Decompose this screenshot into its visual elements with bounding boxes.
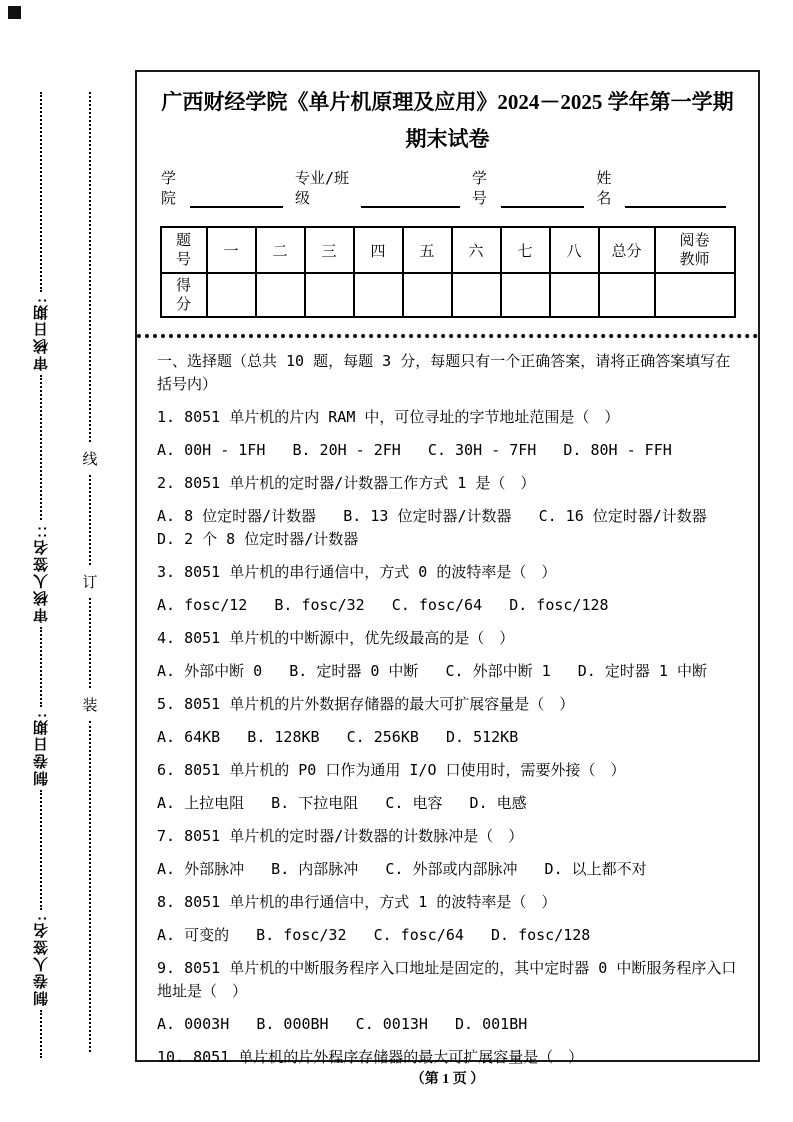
question-7-options: A. 外部脉冲 B. 内部脉冲 C. 外部或内部脉冲 D. 以上都不对 [157, 860, 647, 878]
score-col-4: 四 [354, 227, 403, 273]
question-5 [157, 693, 738, 749]
college-field-label: 学院 [161, 169, 177, 207]
score-cell-8 [550, 273, 599, 317]
question-3-options: A. fosc/12 B. fosc/32 C. fosc/64 D. fosc/128 [157, 596, 609, 614]
score-cell-2 [256, 273, 305, 317]
question-6-stem: 6. 8051 单片机的 P0 口作为通用 I/O 口使用时，需要外接（ ） [157, 761, 626, 779]
question-5-options: A. 64KB B. 128KB C. 256KB D. 512KB [157, 728, 519, 746]
question-number-corner-label: 题号 [175, 231, 191, 268]
dotted-line [40, 92, 42, 292]
score-col-7: 七 [501, 227, 550, 273]
question-9-options: A. 0003H B. 000BH C. 0013H D. 001BH [157, 1015, 528, 1033]
question-6 [157, 759, 738, 815]
question-4 [157, 627, 738, 683]
major-class-field-label: 专业/班级 [295, 169, 350, 207]
question-9 [157, 957, 738, 1036]
dotted-line [40, 375, 42, 520]
question-8 [157, 891, 738, 947]
score-cell-7 [501, 273, 550, 317]
dotted-line [89, 92, 91, 442]
question-3 [157, 561, 738, 617]
score-col-1: 一 [207, 227, 256, 273]
question-2-options: A. 8 位定时器/计数器 B. 13 位定时器/计数器 C. 16 位定时器/计数器 D. 2 个 8 位定时器/计数器 [157, 507, 734, 548]
binding-char-staple: 订 [82, 574, 98, 591]
score-col-5: 五 [403, 227, 452, 273]
student-info-row [157, 168, 738, 208]
student-id-blank [501, 190, 585, 208]
question-10 [157, 1046, 738, 1069]
dotted-line [40, 1010, 42, 1058]
grader-header-label: 阅卷教师 [679, 231, 710, 268]
question-8-stem: 8. 8051 单片机的串行通信中，方式 1 的波特率是（ ） [157, 893, 557, 911]
question-3-stem: 3. 8051 单片机的串行通信中，方式 0 的波特率是（ ） [157, 563, 557, 581]
question-number-corner-cell [161, 227, 207, 273]
paper-maker-signature-label: 制卷人签名: [32, 914, 50, 1006]
name-field-label: 姓名 [596, 169, 612, 207]
question-8-options: A. 可变的 B. fosc/32 C. fosc/64 D. fosc/128 [157, 926, 591, 944]
score-cell-5 [403, 273, 452, 317]
score-col-3: 三 [305, 227, 354, 273]
question-1 [157, 406, 738, 462]
page-number-footer: （第 1 页 ） [410, 1072, 485, 1087]
score-cell-4 [354, 273, 403, 317]
question-4-stem: 4. 8051 单片机的中断源中，优先级最高的是（ ） [157, 629, 515, 647]
student-id-field [472, 168, 584, 208]
score-col-8: 八 [550, 227, 599, 273]
question-1-options: A. 00H - 1FH B. 20H - 2FH C. 30H - 7FH D. 80H - FFH [157, 441, 672, 459]
dotted-line [89, 721, 91, 1052]
question-9-stem: 9. 8051 单片机的中断服务程序入口地址是固定的，其中定时器 0 中断服务程序入口地址是（ ） [157, 959, 737, 1000]
score-cell-grader [655, 273, 735, 317]
question-7 [157, 825, 738, 881]
question-5-stem: 5. 8051 单片机的片外数据存储器的最大可扩展容量是（ ） [157, 695, 575, 713]
dotted-line [40, 790, 42, 910]
score-col-total: 总分 [599, 227, 655, 273]
grader-header-cell [655, 227, 735, 273]
dotted-line [40, 627, 42, 707]
major-class-field [295, 168, 460, 208]
score-row-header-cell [161, 273, 207, 317]
question-2-stem: 2. 8051 单片机的定时器/计数器工作方式 1 是（ ） [157, 474, 536, 492]
binding-char-line: 线 [82, 451, 98, 468]
major-class-blank [361, 190, 460, 208]
score-row-header-label: 得分 [175, 276, 191, 313]
dotted-line [89, 475, 91, 565]
college-field [161, 168, 283, 208]
section-heading: 一、选择题（总共 10 题，每题 3 分，每题只有一个正确答案，请将正确答案填写在括号内） [157, 352, 731, 393]
name-field [596, 168, 726, 208]
paper-making-date-label: 制卷日期: [32, 711, 50, 786]
question-2 [157, 472, 738, 551]
question-7-stem: 7. 8051 单片机的定时器/计数器的计数脉冲是（ ） [157, 827, 524, 845]
score-col-2: 二 [256, 227, 305, 273]
score-cell-total [599, 273, 655, 317]
corner-registration-mark [8, 6, 21, 19]
reviewer-signature-label: 审核人签名:: [32, 524, 50, 623]
score-value-row [161, 273, 735, 317]
exam-sheet [135, 70, 760, 1066]
binding-line-column [78, 92, 102, 1052]
score-cell-1 [207, 273, 256, 317]
dotted-line [89, 598, 91, 688]
question-4-options: A. 外部中断 0 B. 定时器 0 中断 C. 外部中断 1 D. 定时器 1 中断 [157, 662, 707, 680]
question-10-stem: 10. 8051 单片机的片外程序存储器的最大可扩展容量是（ ） [157, 1048, 584, 1066]
binding-char-bind: 装 [82, 697, 98, 714]
college-blank [190, 190, 283, 208]
left-review-margin-column [26, 92, 56, 1058]
question-1-stem: 1. 8051 单片机的片内 RAM 中，可位寻址的字节地址范围是（ ） [157, 408, 620, 426]
score-table-header-row [161, 227, 735, 273]
review-date-label: 审核日期: [32, 296, 50, 371]
score-cell-6 [452, 273, 501, 317]
score-col-6: 六 [452, 227, 501, 273]
student-id-field-label: 学号 [471, 169, 487, 207]
exam-title: 广西财经学院《单片机原理及应用》2024－2025 学年第一学期期末试卷 [161, 90, 734, 151]
question-6-options: A. 上拉电阻 B. 下拉电阻 C. 电容 D. 电感 [157, 794, 527, 812]
score-cell-3 [305, 273, 354, 317]
name-blank [625, 190, 726, 208]
score-table [160, 226, 736, 318]
dotted-separator [137, 334, 758, 338]
